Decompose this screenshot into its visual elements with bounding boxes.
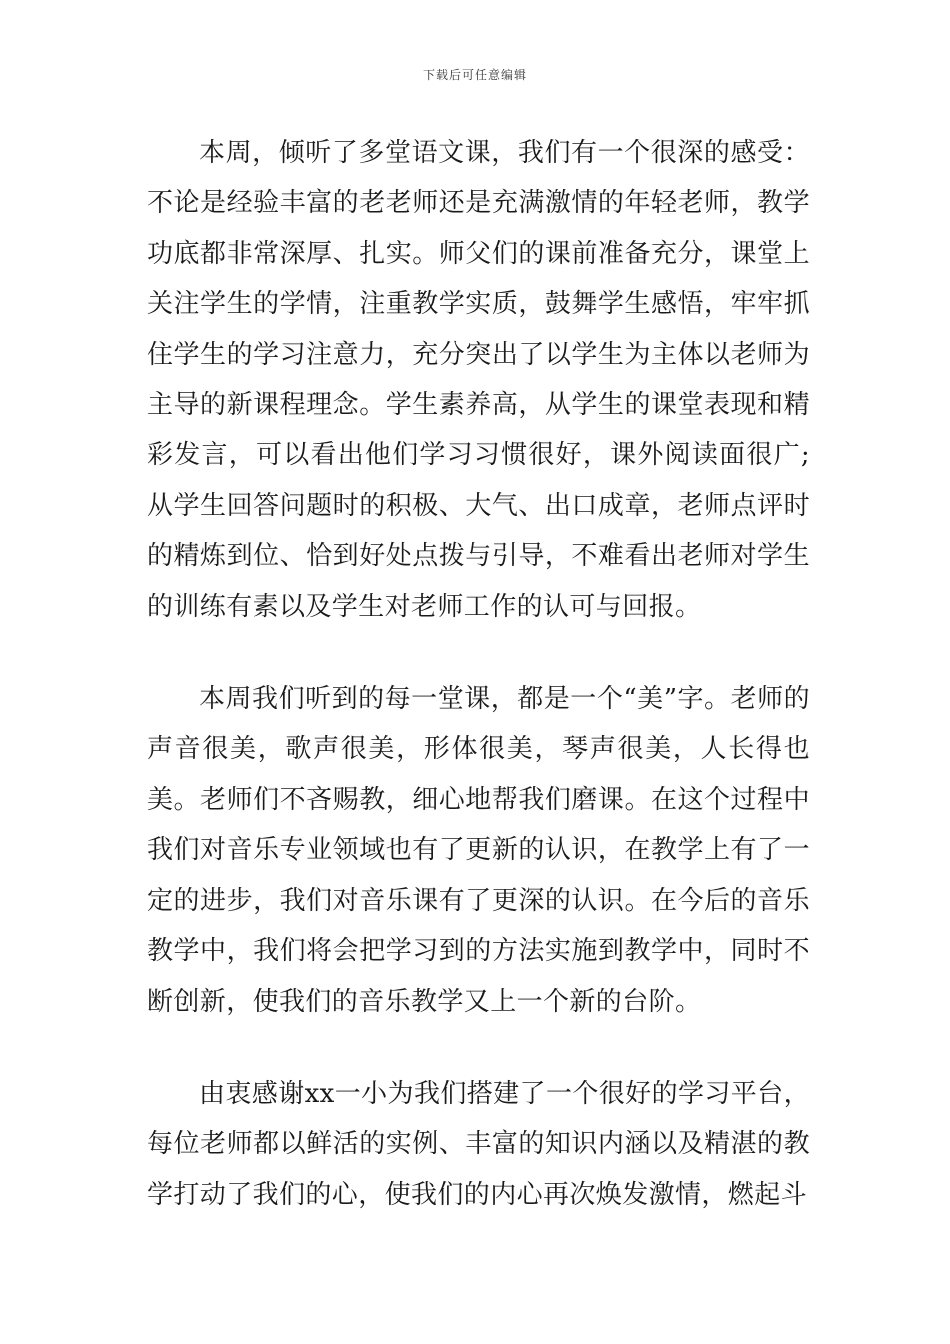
document-body [147,128,810,1220]
paragraph-1: 本周，倾听了多堂语文课，我们有一个很深的感受：不论是经验丰富的老老师还是充满激情的年轻老师，教学功底都非常深厚、扎实。师父们的课前准备充分，课堂上关注学生的学情，注重教学实质，鼓舞学生感悟，牢牢抓住学生的学习注意力，充分突出了以学生为主体以老师为主导的新课程理念。学生素养高，从学生的课堂表现和精彩发言，可以看出他们学习习惯很好，课外阅读面很广;从学生回答问题时的积极、大气、出口成章，老师点评时的精炼到位、恰到好处点拨与引导，不难看出老师对学生的训练有素以及学生对老师工作的认可与回报。 [147,138,810,622]
page-header-note: 下载后可任意编辑 [422,68,527,82]
paragraph-3: 由衷感谢xx一小为我们搭建了一个很好的学习平台，每位老师都以鲜活的实例、丰富的知识内涵以及精湛的教学打动了我们的心，使我们的内心再次焕发激情，燃起斗 [147,1078,810,1210]
paragraph-2: 本周我们听到的每一堂课，都是一个“美”字。老师的声音很美，歌声很美，形体很美，琴声很美，人长得也美。老师们不吝赐教，细心地帮我们磨课。在这个过程中我们对音乐专业领域也有了更新的认识，在教学上有了一定的进步，我们对音乐课有了更深的认识。在今后的音乐教学中，我们将会把学习到的方法实施到教学中，同时不断创新，使我们的音乐教学又上一个新的台阶。 [147,684,810,1017]
